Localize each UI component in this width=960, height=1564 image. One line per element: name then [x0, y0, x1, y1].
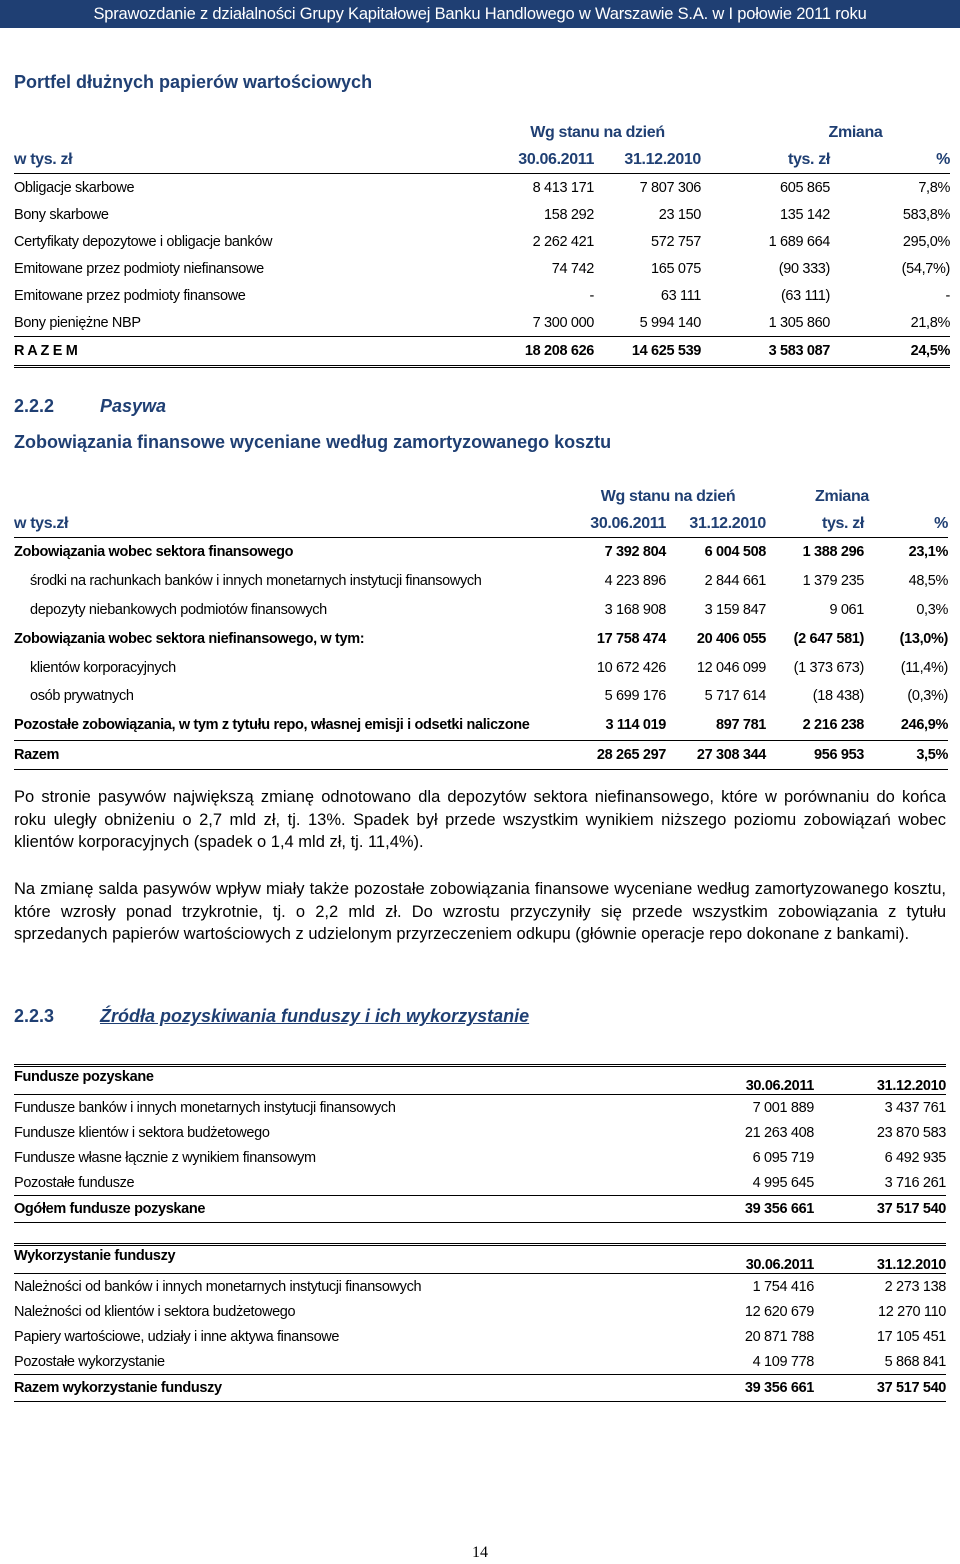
table-row [14, 624, 948, 653]
cell: 3 716 261 [884, 1174, 946, 1191]
cell: 572 757 [651, 233, 701, 250]
table-header [14, 1066, 946, 1095]
cell: 1 689 664 [768, 233, 830, 250]
cell: 12 620 679 [744, 1303, 814, 1320]
paragraph-1: Po stronie pasywów największą zmianę odnotowano dla depozytów sektora niefinansowego, które w porównaniu do końca roku uległy obniżeniu o 2,7 mld zł, tj. 13%. Spadek był przede wszystkim wynikiem niższego poziomu zobowiązań wobec klientów korporacyjnych (spadek o 1,4 mld zł, tj. 11,4%). [14, 788, 946, 851]
cell: 39 356 661 [714, 1375, 814, 1402]
cell: 295,0% [902, 233, 950, 250]
section-number: 2.2.3 [14, 1006, 55, 1026]
liabilities-title: Zobowiązania finansowe wyceniane według zamortyzowanego kosztu [14, 432, 612, 452]
table-total-row [14, 740, 948, 769]
cell: (2 647 581) [793, 630, 864, 647]
portfolio-title: Portfel dłużnych papierów wartościowych [14, 72, 373, 92]
debt-securities-table [14, 120, 950, 368]
cell: 24,5% [830, 337, 950, 367]
row-label: Należności od banków i innych monetarnych instytucji finansowych [14, 1278, 422, 1295]
total-label: Ogółem fundusze pozyskane [14, 1196, 714, 1223]
col-label: w tys. zł [14, 146, 494, 174]
cell: 158 292 [544, 206, 594, 223]
table-row [14, 1349, 946, 1375]
cell: 8 413 171 [532, 179, 594, 196]
cell: 3 583 087 [701, 337, 830, 367]
cell: - [589, 287, 594, 304]
cell: 18 208 626 [494, 337, 594, 367]
row-label: Emitowane przez podmioty finansowe [14, 287, 246, 304]
cell: 21,8% [910, 314, 950, 331]
table-row [14, 1274, 946, 1300]
row-label: Bony skarbowe [14, 206, 109, 223]
row-label: Certyfikaty depozytowe i obligacje banków [14, 233, 273, 250]
row-label: depozyty niebankowych podmiotów finansowych [30, 601, 327, 618]
table-row [14, 1120, 946, 1145]
cell: 6 492 935 [884, 1149, 946, 1166]
cell: 7 807 306 [639, 179, 701, 196]
header-group-change: Zmiana [815, 488, 869, 505]
col-date2: 31.12.2010 [594, 146, 701, 174]
cell: 7,8% [918, 179, 950, 196]
col-date2: 31.12.2010 [814, 1066, 946, 1095]
section-title: Pasywa [100, 396, 167, 416]
cell: (11,4%) [900, 659, 948, 676]
cell: 7 392 804 [604, 544, 666, 561]
row-label: Bony pieniężne NBP [14, 314, 141, 331]
cell: (0,3%) [907, 688, 948, 705]
row-label: Emitowane przez podmioty niefinansowe [14, 260, 264, 277]
col-date1: 30.06.2011 [570, 510, 666, 538]
total-label: Razem wykorzystanie funduszy [14, 1375, 714, 1402]
table-total-row [14, 1375, 946, 1402]
col-date2: 31.12.2010 [666, 510, 766, 538]
col-label: w tys.zł [14, 510, 570, 538]
cell: 10 672 426 [596, 659, 666, 676]
table-row [14, 1170, 946, 1196]
row-label: Zobowiązania wobec sektora finansowego [14, 544, 294, 561]
table-row [14, 228, 950, 255]
cell: 48,5% [908, 573, 948, 590]
table-row [14, 682, 948, 711]
table-row [14, 538, 948, 567]
funds-sources-table [14, 1064, 946, 1223]
page-number: 14 [472, 1544, 488, 1561]
table-total-row [14, 1196, 946, 1223]
cell: 63 111 [660, 287, 701, 304]
cell: 9 061 [829, 601, 864, 618]
table-total-row [14, 337, 950, 367]
section-number: 2.2.2 [14, 396, 55, 416]
cell: 2 844 661 [704, 573, 766, 590]
cell: 12 046 099 [696, 659, 766, 676]
table-header [14, 1245, 946, 1274]
row-label: Pozostałe wykorzystanie [14, 1353, 165, 1370]
row-label: Papiery wartościowe, udziały i inne aktywa finansowe [14, 1328, 340, 1345]
cell: 4 995 645 [752, 1174, 814, 1191]
header-group-change: Zmiana [828, 124, 883, 141]
col-change: tys. zł [766, 510, 864, 538]
cell: (63 111) [780, 287, 830, 304]
cell: 2 262 421 [532, 233, 594, 250]
cell: 4 109 778 [752, 1353, 814, 1370]
cell: 28 265 297 [570, 740, 666, 769]
row-label: Należności od klientów i sektora budżetowego [14, 1303, 296, 1320]
col-date2: 31.12.2010 [814, 1245, 946, 1274]
cell: 7 001 889 [752, 1099, 814, 1116]
cell: (18 438) [812, 688, 864, 705]
paragraph-2: Na zmianę salda pasywów wpływ miały także pozostałe zobowiązania finansowe wyceniane według zamortyzowanego kosztu, które wzrosły ponad trzykrotnie, tj. o 2,2 mld zł. Do wzrostu przyczyniły się przede wszystkim zobowiązania z tytułu sprzedanych papierów wartościowych z udzielonym przyrzeczeniem odkupu (głównie operacje repo dokonane z bankami). [14, 880, 946, 943]
cell: 23,1% [908, 544, 948, 561]
col-label: Fundusze pozyskane [14, 1066, 714, 1095]
cell: 20 406 055 [696, 630, 766, 647]
cell: 23 150 [658, 206, 701, 223]
header-group-date: Wg stanu na dzień [530, 124, 665, 141]
cell: 3 168 908 [604, 601, 666, 618]
cell: 27 308 344 [666, 740, 766, 769]
table-header-group [14, 484, 948, 510]
cell: 6 004 508 [704, 544, 766, 561]
cell: 7 300 000 [532, 314, 594, 331]
col-percent: % [830, 146, 950, 174]
col-label: Wykorzystanie funduszy [14, 1245, 714, 1274]
col-date1: 30.06.2011 [714, 1066, 814, 1095]
cell: 605 865 [780, 179, 830, 196]
table-row [14, 711, 948, 740]
table-row [14, 1095, 946, 1121]
row-label: klientów korporacyjnych [30, 659, 176, 676]
cell: 17 105 451 [876, 1328, 946, 1345]
row-label: osób prywatnych [30, 688, 134, 705]
table-row [14, 201, 950, 228]
table-row [14, 653, 948, 682]
liabilities-table [14, 484, 948, 770]
table-header [14, 146, 950, 174]
cell: 3 114 019 [605, 717, 666, 734]
cell: 5 699 176 [604, 688, 666, 705]
cell: 17 758 474 [596, 630, 666, 647]
row-label: Fundusze własne łącznie z wynikiem finansowym [14, 1149, 316, 1166]
cell: 4 223 896 [604, 573, 666, 590]
cell: 74 742 [551, 260, 594, 277]
cell: 1 305 860 [768, 314, 830, 331]
cell: 14 625 539 [594, 337, 701, 367]
col-date1: 30.06.2011 [494, 146, 594, 174]
row-label: Fundusze banków i innych monetarnych instytucji finansowych [14, 1099, 396, 1116]
cell: 583,8% [902, 206, 950, 223]
table-row [14, 596, 948, 625]
table-row [14, 1299, 946, 1324]
row-label: środki na rachunkach banków i innych monetarnych instytucji finansowych [30, 573, 482, 590]
document-header: Sprawozdanie z działalności Grupy Kapitałowej Banku Handlowego w Warszawie S.A. w I połowie 2011 roku [0, 0, 960, 28]
cell: 6 095 719 [752, 1149, 814, 1166]
cell: 20 871 788 [744, 1328, 814, 1345]
table-row [14, 282, 950, 309]
table-row [14, 255, 950, 282]
cell: 12 270 110 [878, 1303, 946, 1320]
row-label: Zobowiązania wobec sektora niefinansowego, w tym: [14, 630, 365, 647]
table-header [14, 510, 948, 538]
cell: 2 216 238 [802, 717, 864, 734]
table-row [14, 309, 950, 337]
header-group-date: Wg stanu na dzień [600, 488, 736, 505]
cell: 39 356 661 [714, 1196, 814, 1223]
row-label: Pozostałe zobowiązania, w tym z tytułu repo, własnej emisji i odsetki naliczone [14, 717, 530, 734]
total-label: R A Z E M [14, 337, 494, 367]
cell: 0,3% [916, 601, 948, 618]
total-label: Razem [14, 740, 570, 769]
cell: 5 868 841 [884, 1353, 946, 1370]
col-date1: 30.06.2011 [714, 1245, 814, 1274]
cell: (1 373 673) [793, 659, 864, 676]
col-percent: % [864, 510, 948, 538]
cell: 3,5% [864, 740, 948, 769]
cell: 23 870 583 [876, 1124, 946, 1141]
table-header-group [14, 120, 950, 146]
cell: 2 273 138 [884, 1278, 946, 1295]
cell: 5 717 614 [704, 688, 766, 705]
cell: 3 437 761 [884, 1099, 946, 1116]
cell: 1 388 296 [802, 544, 864, 561]
cell: 165 075 [651, 260, 701, 277]
section-title: Źródła pozyskiwania funduszy i ich wykorzystanie [100, 1006, 530, 1026]
col-change: tys. zł [701, 146, 830, 174]
table-row [14, 567, 948, 596]
cell: 37 517 540 [814, 1375, 946, 1402]
cell: 21 263 408 [744, 1124, 814, 1141]
cell: 1 379 235 [802, 573, 864, 590]
cell: 135 142 [780, 206, 830, 223]
cell: (54,7%) [901, 260, 950, 277]
cell: 246,9% [900, 717, 948, 734]
cell: 1 754 416 [752, 1278, 814, 1295]
cell: (13,0%) [899, 630, 948, 647]
cell: 897 781 [716, 717, 766, 734]
funds-usage-table [14, 1243, 946, 1402]
row-label: Obligacje skarbowe [14, 179, 135, 196]
table-row [14, 1324, 946, 1349]
cell: 3 159 847 [704, 601, 766, 618]
cell: 956 953 [766, 740, 864, 769]
cell: 5 994 140 [639, 314, 701, 331]
row-label: Fundusze klientów i sektora budżetowego [14, 1124, 270, 1141]
cell: (90 333) [778, 260, 830, 277]
table-row [14, 174, 950, 202]
cell: - [945, 287, 950, 304]
table-row [14, 1145, 946, 1170]
cell: 37 517 540 [814, 1196, 946, 1223]
row-label: Pozostałe fundusze [14, 1174, 135, 1191]
